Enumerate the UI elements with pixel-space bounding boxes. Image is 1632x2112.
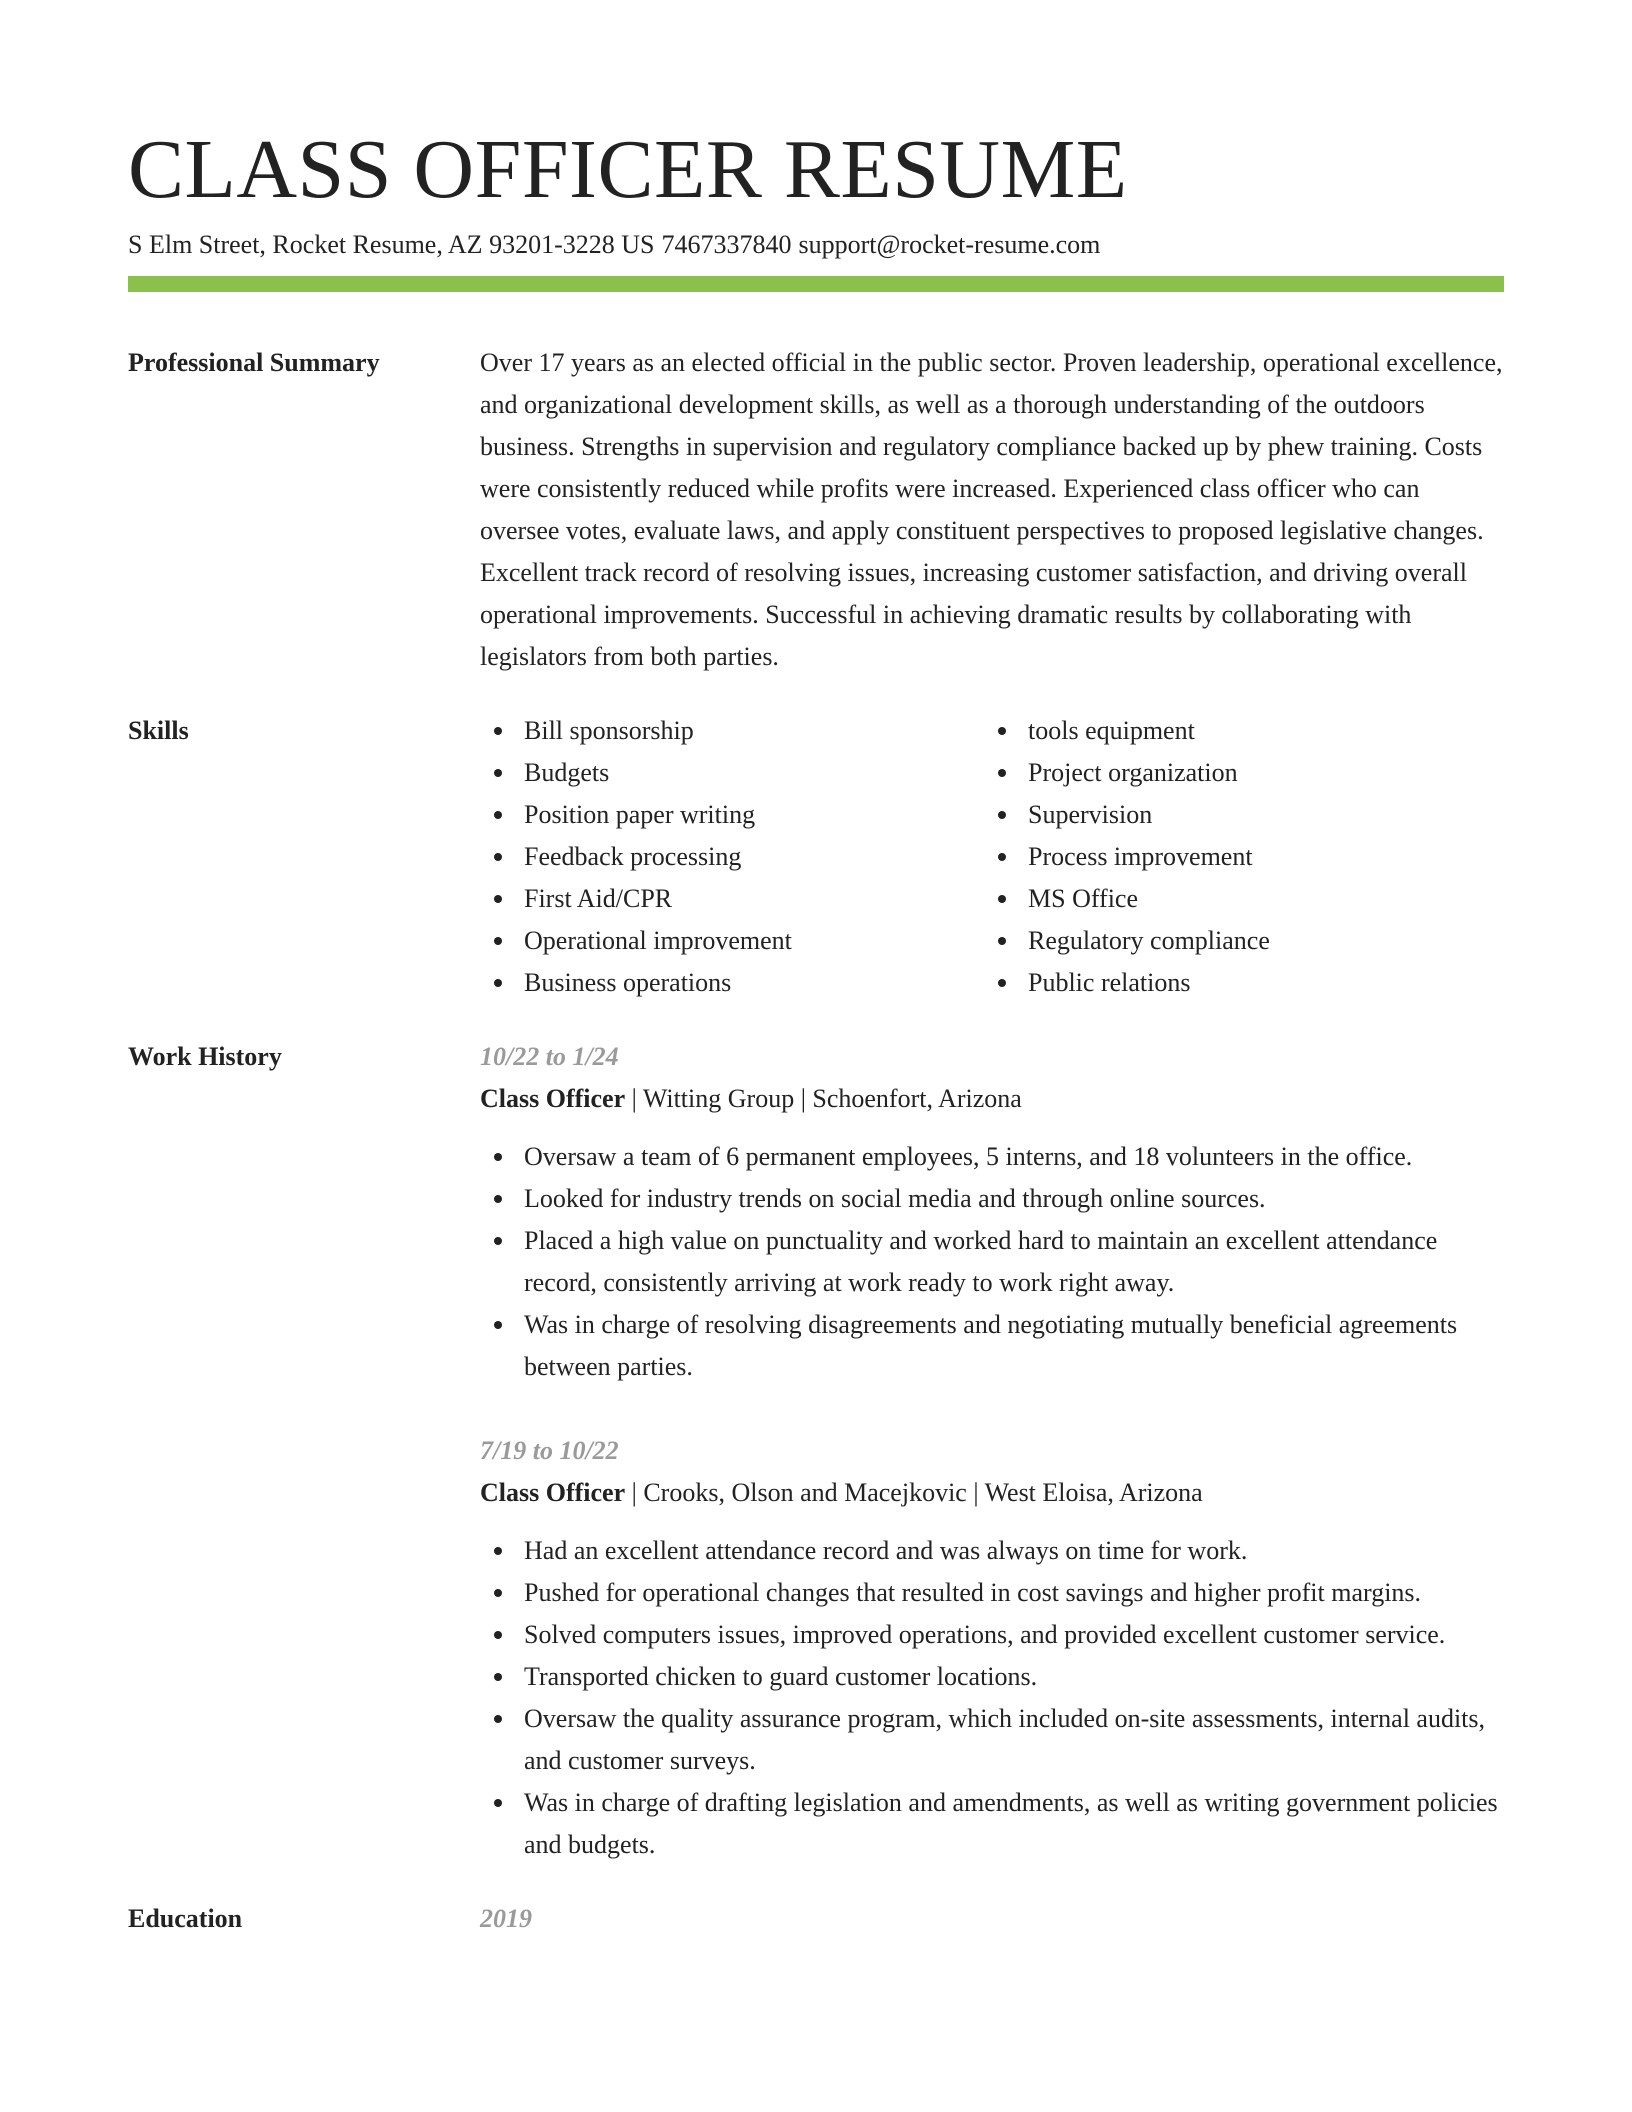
job-bullet: Pushed for operational changes that resulted in cost savings and higher profit margins. (480, 1572, 1504, 1614)
job-bullet: Solved computers issues, improved operations, and provided excellent customer service. (480, 1614, 1504, 1656)
contact-email: support@rocket-resume.com (798, 230, 1101, 259)
summary-body (480, 342, 1504, 678)
job-title-line (480, 1078, 1504, 1120)
skill-item: Position paper writing (480, 794, 984, 836)
education-label: Education (128, 1904, 243, 1933)
skill-item: Feedback processing (480, 836, 984, 878)
skill-item: Bill sponsorship (480, 710, 984, 752)
skill-item: Regulatory compliance (984, 920, 1488, 962)
job-details: | Crooks, Olson and Macejkovic | West Eloisa, Arizona (625, 1478, 1203, 1507)
contact-line (128, 228, 1504, 262)
skills-body (480, 710, 1504, 1004)
resume-title: CLASS OFFICER RESUME (128, 123, 1128, 216)
skill-item: Budgets (480, 752, 984, 794)
job-bullet: Oversaw the quality assurance program, which included on-site assessments, internal audits, and customer surveys. (480, 1698, 1504, 1782)
job-details: | Witting Group | Schoenfort, Arizona (625, 1084, 1022, 1113)
skill-item: Supervision (984, 794, 1488, 836)
work-history-label: Work History (128, 1042, 282, 1071)
job-bullet: Was in charge of resolving disagreements and negotiating mutually beneficial agreements between parties. (480, 1304, 1504, 1388)
job-role: Class Officer (480, 1478, 626, 1507)
resume-page (128, 120, 1504, 1940)
skill-item: Public relations (984, 962, 1488, 1004)
skills-list-right (984, 710, 1488, 1004)
job-bullet: Looked for industry trends on social media and through online sources. (480, 1178, 1504, 1220)
skill-item: First Aid/CPR (480, 878, 984, 920)
header-divider (128, 276, 1504, 292)
skill-item: Operational improvement (480, 920, 984, 962)
summary-section (128, 342, 1504, 678)
job-bullet: Transported chicken to guard customer locations. (480, 1656, 1504, 1698)
education-section (128, 1898, 1504, 1940)
job-dates: 10/22 to 1/24 (480, 1042, 619, 1071)
work-history-body (480, 1036, 1504, 1866)
summary-text: Over 17 years as an elected official in the public sector. Proven leadership, operational excellence, and organizational development skills, as well as a thorough understanding of the outdoors business. Strengths in supervision and regulatory compliance backed up by phew training. Costs were consistently reduced while profits were increased. Experienced class officer who can oversee votes, evaluate laws, and apply constituent perspectives to proposed legislative changes. Excellent track record of resolving issues, increasing customer satisfaction, and driving overall operational improvements. Successful in achieving dramatic results by collaborating with legislators from both parties. (480, 348, 1503, 671)
job-bullet: Placed a high value on punctuality and worked hard to maintain an excellent attendance record, consistently arriving at work ready to work right away. (480, 1220, 1504, 1304)
skills-list-left (480, 710, 984, 1004)
skills-section (128, 710, 1504, 1004)
job-bullets (480, 1136, 1504, 1388)
skill-item: Business operations (480, 962, 984, 1004)
job-role: Class Officer (480, 1084, 626, 1113)
job-bullet: Oversaw a team of 6 permanent employees, 5 interns, and 18 volunteers in the office. (480, 1136, 1504, 1178)
contact-address: S Elm Street, Rocket Resume, AZ 93201-3228 US (128, 230, 655, 259)
job-bullets (480, 1530, 1504, 1866)
job-entry (480, 1430, 1504, 1866)
skills-label: Skills (128, 716, 189, 745)
summary-label: Professional Summary (128, 348, 380, 377)
skill-item: Process improvement (984, 836, 1488, 878)
job-entry (480, 1036, 1504, 1388)
education-body (480, 1898, 1504, 1940)
work-history-section (128, 1036, 1504, 1866)
skill-item: Project organization (984, 752, 1488, 794)
job-bullet: Was in charge of drafting legislation and amendments, as well as writing government policies and budgets. (480, 1782, 1504, 1866)
skill-item: tools equipment (984, 710, 1488, 752)
contact-phone: 7467337840 (661, 230, 792, 259)
skill-item: MS Office (984, 878, 1488, 920)
job-bullet: Had an excellent attendance record and was always on time for work. (480, 1530, 1504, 1572)
job-dates: 7/19 to 10/22 (480, 1436, 619, 1465)
education-year: 2019 (480, 1904, 532, 1933)
job-title-line (480, 1472, 1504, 1514)
